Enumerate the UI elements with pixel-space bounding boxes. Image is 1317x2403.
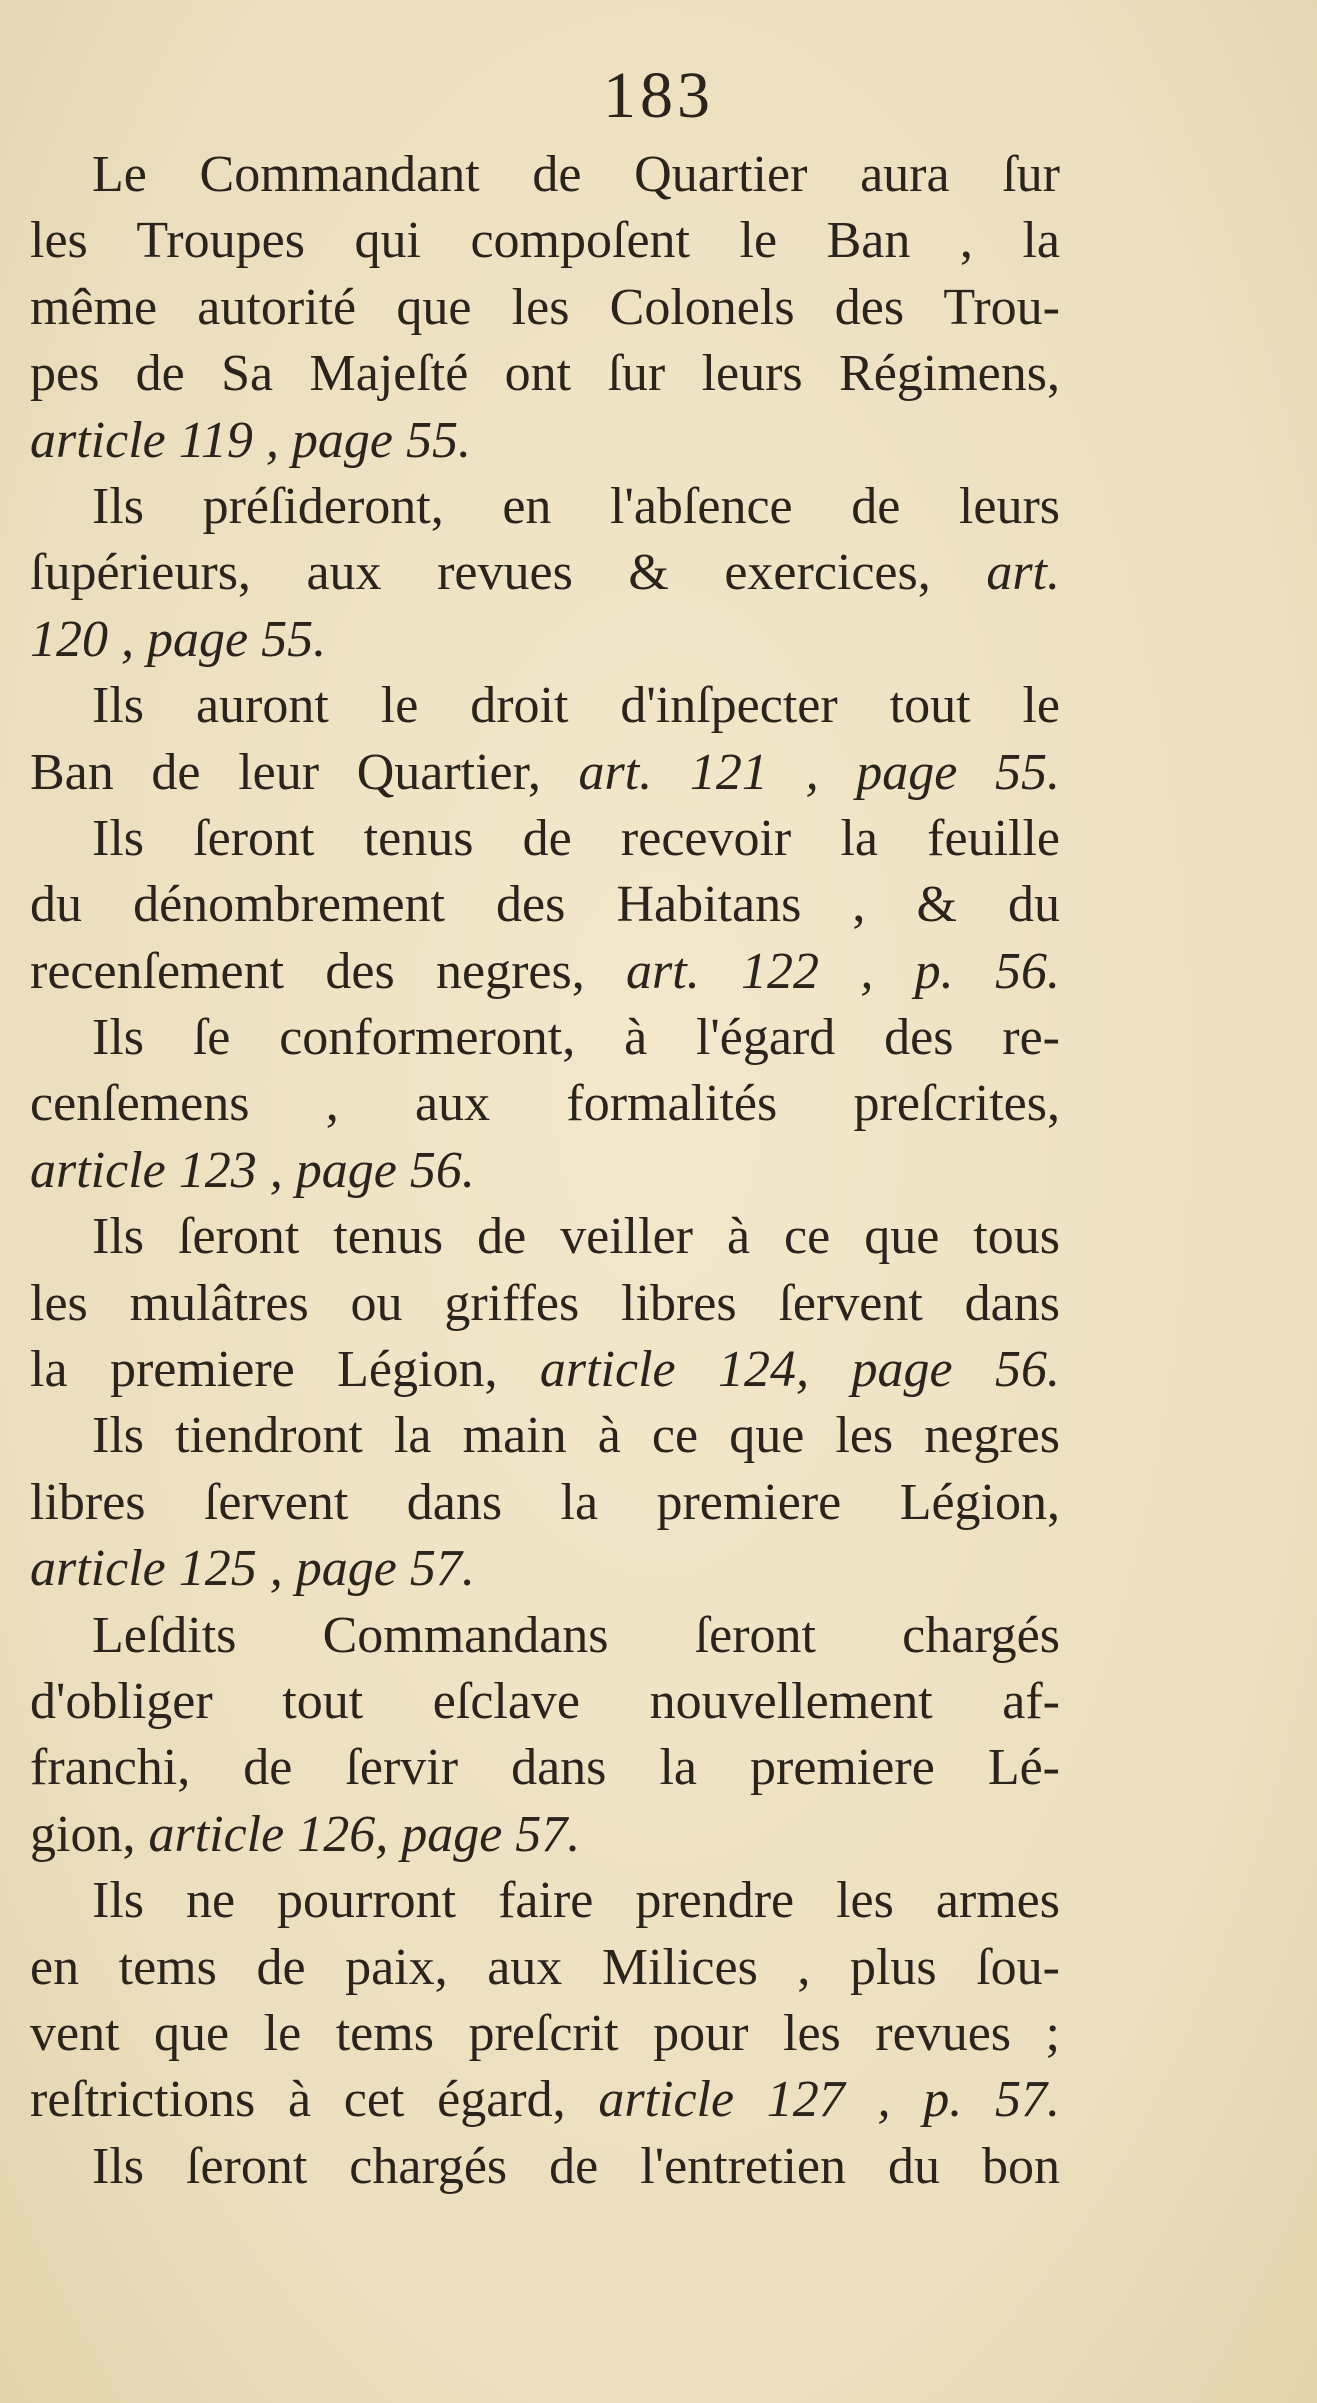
line-text: ſupérieurs, aux revues & exercices, bbox=[30, 544, 987, 602]
line-text: la premiere Légion, bbox=[30, 1341, 540, 1399]
text-line bbox=[30, 1935, 1060, 2001]
text-line bbox=[30, 1337, 1060, 1403]
line-text: pes de Sa Majeſté ont ſur leurs Régimens, bbox=[30, 345, 1060, 403]
text-line bbox=[30, 1669, 1060, 1735]
article-reference: art. 121 , page 55. bbox=[578, 743, 1060, 801]
line-text: Ils ſe conformeront, à l'égard des re- bbox=[92, 1009, 1060, 1067]
text-line bbox=[30, 408, 1060, 474]
line-text: les Troupes qui compoſent le Ban , la bbox=[30, 212, 1060, 270]
line-text: d'obliger tout eſclave nouvellement af- bbox=[30, 1672, 1060, 1730]
text-line bbox=[30, 2134, 1060, 2200]
line-text: recenſement des negres, bbox=[30, 942, 627, 1000]
article-reference: article 119 , page 55. bbox=[30, 411, 471, 469]
line-text: cenſemens , aux formalités preſcrites, bbox=[30, 1075, 1060, 1133]
line-text: en tems de paix, aux Milices , plus ſou- bbox=[30, 1938, 1060, 1996]
text-line bbox=[30, 1735, 1060, 1801]
line-text: les mulâtres ou griffes libres ſervent dans bbox=[30, 1274, 1060, 1332]
article-reference: article 125 , page 57. bbox=[30, 1540, 475, 1598]
article-reference: article 127 , p. 57. bbox=[598, 2071, 1060, 2129]
line-text: gion, bbox=[30, 1805, 149, 1863]
text-line bbox=[30, 1536, 1060, 1602]
text-line bbox=[30, 1071, 1060, 1137]
text-line bbox=[30, 607, 1060, 673]
text-line bbox=[30, 1271, 1060, 1337]
text-line bbox=[30, 1802, 1060, 1868]
text-line bbox=[30, 806, 1060, 872]
article-reference: article 126, page 57. bbox=[148, 1805, 581, 1863]
text-line bbox=[30, 1138, 1060, 1204]
article-reference: art. 122 , p. 56. bbox=[626, 942, 1060, 1000]
body-text bbox=[30, 142, 1060, 2200]
line-text: Ils préſideront, en l'abſence de leurs bbox=[92, 477, 1060, 535]
line-text: Le Commandant de Quartier aura ſur bbox=[92, 146, 1060, 203]
line-text: Ils ſeront tenus de veiller à ce que tous bbox=[92, 1208, 1060, 1266]
text-line bbox=[30, 474, 1060, 540]
text-line bbox=[30, 1603, 1060, 1669]
line-text: libres ſervent dans la premiere Légion, bbox=[30, 1473, 1060, 1531]
text-line bbox=[30, 1470, 1060, 1536]
article-reference: art. bbox=[986, 544, 1060, 602]
text-line bbox=[30, 540, 1060, 606]
article-reference: article 124, page 56. bbox=[539, 1341, 1060, 1399]
text-line bbox=[30, 939, 1060, 1005]
line-text: Ils ſeront tenus de recevoir la feuille bbox=[92, 809, 1060, 867]
text-line bbox=[30, 1005, 1060, 1071]
line-text: Ils auront le droit d'inſpecter tout le bbox=[92, 677, 1060, 735]
text-line bbox=[30, 673, 1060, 739]
line-text: franchi, de ſervir dans la premiere Lé- bbox=[30, 1739, 1060, 1797]
text-line bbox=[30, 1204, 1060, 1270]
page-number: 183 bbox=[603, 59, 714, 132]
line-text: Ils ne pourront faire prendre les armes bbox=[92, 1872, 1060, 1930]
text-line bbox=[30, 142, 1060, 208]
article-reference: article 123 , page 56. bbox=[30, 1141, 475, 1199]
line-text: Ils ſeront chargés de l'entretien du bon bbox=[92, 2137, 1060, 2195]
line-text: Ban de leur Quartier, bbox=[30, 743, 579, 801]
text-line bbox=[30, 275, 1060, 341]
text-line bbox=[30, 1868, 1060, 1934]
line-text: vent que le tems preſcrit pour les revues ; bbox=[30, 2004, 1060, 2062]
text-line bbox=[30, 1403, 1060, 1469]
line-text: reſtrictions à cet égard, bbox=[30, 2071, 599, 2129]
text-line bbox=[30, 740, 1060, 806]
line-text: Ils tiendront la main à ce que les negres bbox=[92, 1407, 1060, 1465]
text-line bbox=[30, 2001, 1060, 2067]
text-line bbox=[30, 208, 1060, 274]
line-text: du dénombrement des Habitans , & du bbox=[30, 876, 1060, 934]
text-line bbox=[30, 2067, 1060, 2133]
article-reference: 120 , page 55. bbox=[30, 610, 327, 668]
line-text: même autorité que les Colonels des Trou- bbox=[30, 278, 1060, 336]
text-line bbox=[30, 341, 1060, 407]
text-line bbox=[30, 872, 1060, 938]
line-text: Leſdits Commandans ſeront chargés bbox=[92, 1606, 1060, 1664]
